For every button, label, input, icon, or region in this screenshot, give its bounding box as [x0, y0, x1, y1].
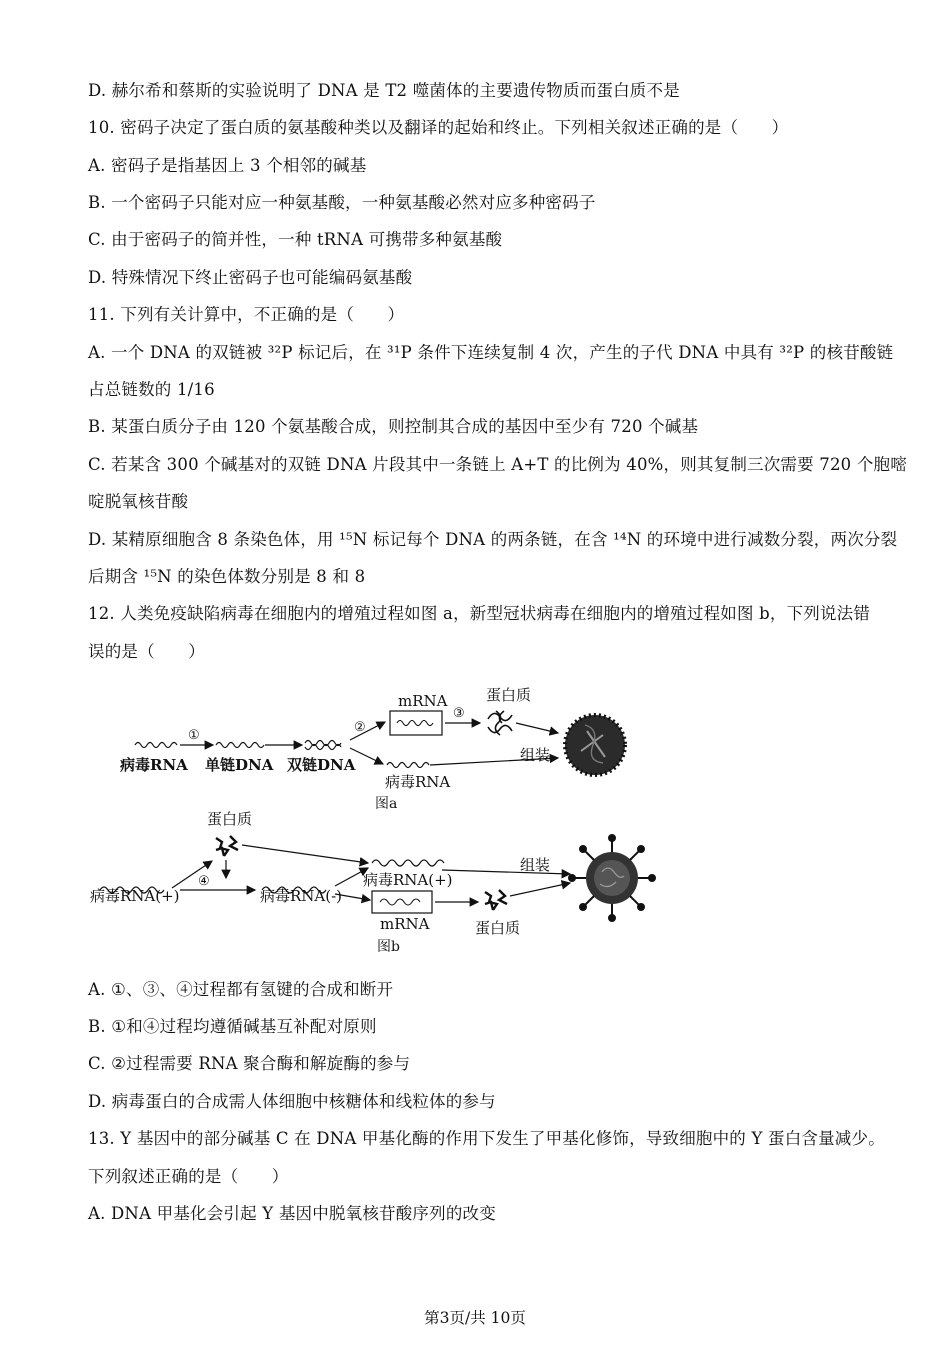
option-12a: A. ①、③、④过程都有氢键的合成和断开 — [88, 980, 394, 999]
viral-rna-label: 病毒RNA — [120, 756, 188, 774]
figure-b-caption: 图b — [377, 939, 400, 955]
option-9d: D. 赫尔希和蔡斯的实验说明了 DNA 是 T2 噬菌体的主要遗传物质而蛋白质不是 — [88, 81, 680, 100]
option-11c: C. 若某含 300 个碱基对的双链 DNA 片段其中一条链上 A+T 的比例为 40%，则其复制三次需要 720 个胞嘧 — [88, 455, 907, 474]
ss-dna-label: 单链DNA — [205, 756, 274, 774]
figure-b — [90, 810, 655, 955]
protein-top-icon-b — [216, 836, 238, 856]
mrna-label-a: mRNA — [398, 692, 448, 710]
viral-rna-product-label: 病毒RNA — [385, 773, 451, 791]
option-10c: C. 由于密码子的简并性，一种 tRNA 可携带多种氨基酸 — [88, 230, 503, 249]
step2-label: ② — [354, 720, 366, 735]
viral-rna-product-strand — [387, 763, 429, 768]
rna-plus2-strand — [372, 860, 444, 866]
mrna-box-a — [390, 711, 442, 735]
step3-label: ③ — [453, 706, 465, 721]
rna-minus-label: 病毒RNA(-) — [260, 887, 343, 905]
ss-dna-strand — [216, 743, 264, 748]
option-11a-cont: 占总链数的 1/16 — [88, 380, 215, 399]
protein-icon-a — [488, 711, 512, 735]
virus-replication-figure — [80, 678, 680, 963]
coronavirus-icon — [569, 835, 655, 921]
mrna-label-b: mRNA — [380, 915, 430, 933]
page-footer: 第3页/共 10页 — [424, 1309, 526, 1327]
protein-bottom-label-b: 蛋白质 — [475, 919, 521, 937]
option-11b: B. 某蛋白质分子由 120 个氨基酸合成，则控制其合成的基因中至少有 720 个碱基 — [88, 417, 699, 436]
hiv-virion-icon — [565, 715, 625, 775]
option-12b: B. ①和④过程均遵循碱基互补配对原则 — [88, 1017, 377, 1036]
option-13a: A. DNA 甲基化会引起 Y 基因中脱氧核苷酸序列的改变 — [88, 1204, 496, 1223]
figure-a — [119, 686, 625, 812]
assemble-label-a: 组装 — [520, 746, 551, 764]
ds-dna-label: 双链DNA — [287, 756, 356, 774]
question-10: 10. 密码子决定了蛋白质的氨基酸种类以及翻译的起始和终止。下列相关叙述正确的是（ ） — [88, 118, 789, 137]
figure-a-caption: 图a — [375, 796, 398, 812]
option-11d-cont: 后期含 ¹⁵N 的染色体数分别是 8 和 8 — [88, 567, 366, 586]
option-12d: D. 病毒蛋白的合成需人体细胞中核糖体和线粒体的参与 — [88, 1092, 496, 1111]
mrna-box-b — [372, 891, 432, 913]
arrow-protein-to-virion — [516, 723, 558, 733]
option-10b: B. 一个密码子只能对应一种氨基酸，一种氨基酸必然对应多种密码子 — [88, 193, 596, 212]
assemble-label-b: 组装 — [520, 856, 551, 874]
question-12-cont: 误的是（ ） — [88, 642, 205, 661]
protein-bottom-icon-b — [485, 890, 507, 910]
option-10a: A. 密码子是指基因上 3 个相邻的碱基 — [88, 156, 367, 175]
protein-label-a: 蛋白质 — [486, 686, 532, 704]
protein-top-label-b: 蛋白质 — [207, 810, 253, 828]
option-11c-cont: 啶脱氧核苷酸 — [88, 492, 189, 511]
option-12c: C. ②过程需要 RNA 聚合酶和解旋酶的参与 — [88, 1054, 411, 1073]
arrow-protein-to-rna-plus2 — [242, 845, 368, 863]
question-13: 13. Y 基因中的部分碱基 C 在 DNA 甲基化酶的作用下发生了甲基化修饰，导致细胞中的 Y 蛋白含量减少。 — [88, 1129, 885, 1148]
option-10d: D. 特殊情况下终止密码子也可能编码氨基酸 — [88, 268, 413, 287]
rna-plus-label: 病毒RNA(+) — [90, 887, 180, 905]
ds-dna-strand-2 — [305, 745, 341, 750]
question-13-cont: 下列叙述正确的是（ ） — [88, 1167, 289, 1186]
rna-plus2-label: 病毒RNA(+) — [363, 871, 453, 889]
viral-rna-strand — [135, 743, 177, 748]
step4-label: ④ — [198, 874, 210, 889]
option-11a: A. 一个 DNA 的双链被 ³²P 标记后，在 ³¹P 条件下连续复制 4 次，产生的子代 DNA 中具有 ³²P 的核苷酸链 — [88, 343, 894, 362]
ds-dna-strand-1 — [305, 741, 341, 746]
arrow-assemble-b — [442, 870, 570, 874]
question-11: 11. 下列有关计算中，不正确的是（ ） — [88, 305, 405, 324]
question-12: 12. 人类免疫缺陷病毒在细胞内的增殖过程如图 a，新型冠状病毒在细胞内的增殖过程如图 b，下列说法错 — [88, 604, 871, 623]
arrow-protein-to-virion-b — [510, 883, 570, 896]
option-11d: D. 某精原细胞含 8 条染色体，用 ¹⁵N 标记每个 DNA 的两条链，在含 ¹⁴N 的环境中进行减数分裂，两次分裂 — [88, 530, 898, 549]
step1-label: ① — [188, 728, 200, 743]
